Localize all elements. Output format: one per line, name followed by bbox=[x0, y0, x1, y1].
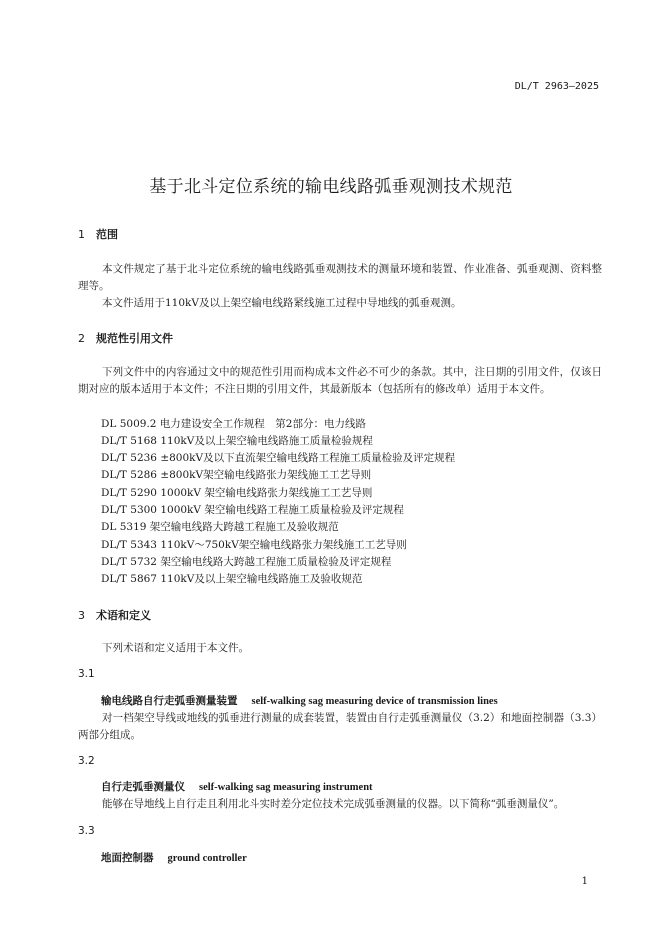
term-name-en: self-walking sag measuring instrument bbox=[199, 782, 373, 793]
section-title: 术语和定义 bbox=[96, 609, 151, 622]
section-3-paragraph-1: 下列术语和定义适用于本文件。 bbox=[102, 642, 249, 654]
term-name-en: ground controller bbox=[167, 853, 247, 864]
term-title bbox=[101, 693, 498, 708]
section-number: 2 bbox=[78, 332, 85, 345]
section-number: 1 bbox=[78, 228, 85, 241]
term-name-en: self-walking sag measuring device of transmission lines bbox=[251, 696, 498, 707]
reference-item: DL 5009.2 电力建设安全工作规程 第2部分：电力线路 bbox=[101, 418, 366, 430]
clause-number: 3.2 bbox=[78, 755, 95, 767]
section-1-heading bbox=[78, 226, 118, 242]
document-title: 基于北斗定位系统的输电线路弧垂观测技术规范 bbox=[149, 177, 513, 197]
reference-item: DL/T 5290 1000kV 架空输电线路张力架线施工工艺导则 bbox=[101, 487, 373, 499]
term-title bbox=[101, 779, 373, 794]
term-definition: 能够在导地线上自行走且利用北斗实时差分定位技术完成弧垂测量的仪器。以下简称“弧垂测量仪”。 bbox=[102, 798, 565, 810]
reference-item: DL/T 5168 110kV及以上架空输电线路施工质量检验规程 bbox=[101, 435, 373, 447]
section-2-heading bbox=[78, 330, 173, 346]
section-number: 3 bbox=[78, 609, 85, 622]
term-definition: 对一档架空导线或地线的弧垂进行测量的成套装置，装置由自行走弧垂测量仪（3.2）和地面控制器（3.3）两部分组成。 bbox=[78, 712, 602, 741]
standard-code: DL/T 2963—2025 bbox=[514, 81, 599, 92]
section-1-paragraph-2: 本文件适用于110kV及以上架空输电线路紧线施工过程中导地线的弧垂观测。 bbox=[102, 297, 462, 309]
reference-item: DL 5319 架空输电线路大跨越工程施工及验收规范 bbox=[101, 521, 339, 533]
reference-item: DL/T 5286 ±800kV架空输电线路张力架线施工工艺导则 bbox=[101, 469, 372, 481]
clause-number: 3.3 bbox=[78, 825, 95, 837]
section-title: 规范性引用文件 bbox=[96, 332, 173, 345]
page-number: 1 bbox=[581, 876, 588, 887]
section-1-paragraph-1: 本文件规定了基于北斗定位系统的输电线路弧垂观测技术的测量环境和装置、作业准备、弧垂观测、资料整理等。 bbox=[78, 263, 602, 292]
term-name-zh: 自行走弧垂测量仪 bbox=[101, 781, 185, 793]
reference-item: DL/T 5343 110kV～750kV架空输电线路张力架线施工工艺导则 bbox=[101, 539, 407, 551]
section-2-paragraph-1: 下列文件中的内容通过文中的规范性引用而构成本文件必不可少的条款。其中，注日期的引用文件，仅该日期对应的版本适用于本文件；不注日期的引用文件，其最新版本（包括所有的修改单）适用于本文件。 bbox=[78, 366, 602, 395]
section-3-heading bbox=[78, 607, 151, 623]
term-name-zh: 地面控制器 bbox=[101, 852, 154, 864]
term-title bbox=[101, 850, 247, 865]
reference-item: DL/T 5867 110kV及以上架空输电线路施工及验收规范 bbox=[101, 573, 363, 585]
reference-item: DL/T 5732 架空输电线路大跨越工程施工质量检验及评定规程 bbox=[101, 556, 392, 568]
term-name-zh: 输电线路自行走弧垂测量装置 bbox=[101, 695, 238, 707]
reference-item: DL/T 5300 1000kV 架空输电线路工程施工质量检验及评定规程 bbox=[101, 504, 404, 516]
section-title: 范围 bbox=[96, 228, 118, 241]
reference-item: DL/T 5236 ±800kV及以下直流架空输电线路工程施工质量检验及评定规程 bbox=[101, 452, 456, 464]
clause-number: 3.1 bbox=[78, 668, 95, 680]
